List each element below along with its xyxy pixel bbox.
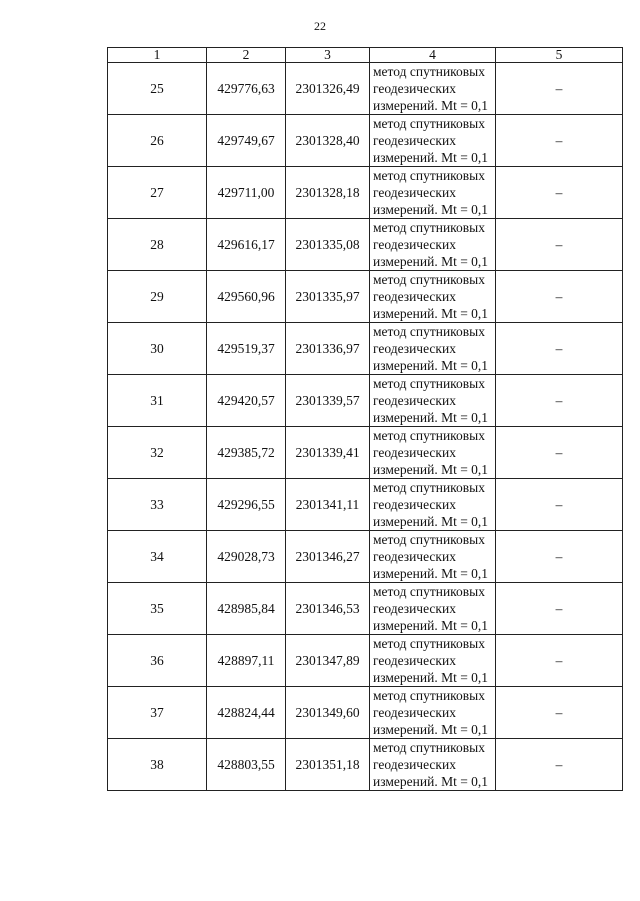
description-cell: – [496, 115, 623, 167]
x-coordinate-cell: 429296,55 [207, 479, 286, 531]
method-line: геодезических [373, 497, 456, 512]
method-line: геодезических [373, 601, 456, 616]
y-coordinate-cell: 2301335,97 [286, 271, 370, 323]
x-coordinate-cell: 428824,44 [207, 687, 286, 739]
x-coordinate-cell: 429028,73 [207, 531, 286, 583]
method-line: измерений. Mt = 0,1 [373, 774, 489, 789]
method-line: измерений. Mt = 0,1 [373, 618, 489, 633]
method-line: геодезических [373, 341, 456, 356]
method-line: измерений. Mt = 0,1 [373, 410, 489, 425]
y-coordinate-cell: 2301328,40 [286, 115, 370, 167]
table-row [108, 323, 623, 375]
method-line: геодезических [373, 393, 456, 408]
method-line: геодезических [373, 653, 456, 668]
point-number-cell: 30 [108, 323, 207, 375]
x-coordinate-cell: 429749,67 [207, 115, 286, 167]
method-line: метод спутниковых [373, 636, 485, 651]
table-header [108, 48, 623, 63]
method-cell [370, 687, 496, 739]
y-coordinate-cell: 2301328,18 [286, 167, 370, 219]
table-row [108, 167, 623, 219]
method-line: геодезических [373, 185, 456, 200]
method-line: метод спутниковых [373, 116, 485, 131]
point-number-cell: 35 [108, 583, 207, 635]
y-coordinate-cell: 2301341,11 [286, 479, 370, 531]
point-number-cell: 28 [108, 219, 207, 271]
point-number-cell: 32 [108, 427, 207, 479]
point-number-cell: 33 [108, 479, 207, 531]
method-line: метод спутниковых [373, 428, 485, 443]
method-line: измерений. Mt = 0,1 [373, 462, 489, 477]
description-cell: – [496, 635, 623, 687]
header-col-3: 3 [286, 48, 370, 63]
description-cell: – [496, 219, 623, 271]
header-row [108, 48, 623, 63]
method-cell [370, 219, 496, 271]
method-line: измерений. Mt = 0,1 [373, 358, 489, 373]
method-line: метод спутниковых [373, 688, 485, 703]
method-line: измерений. Mt = 0,1 [373, 98, 489, 113]
table-row [108, 635, 623, 687]
method-line: метод спутниковых [373, 584, 485, 599]
description-cell: – [496, 531, 623, 583]
method-cell [370, 427, 496, 479]
method-line: измерений. Mt = 0,1 [373, 150, 489, 165]
table-row [108, 479, 623, 531]
method-cell [370, 531, 496, 583]
header-col-4: 4 [370, 48, 496, 63]
method-cell [370, 167, 496, 219]
description-cell: – [496, 375, 623, 427]
method-line: измерений. Mt = 0,1 [373, 514, 489, 529]
y-coordinate-cell: 2301346,53 [286, 583, 370, 635]
method-line: метод спутниковых [373, 532, 485, 547]
table-row [108, 115, 623, 167]
table-row [108, 271, 623, 323]
method-cell [370, 63, 496, 115]
y-coordinate-cell: 2301346,27 [286, 531, 370, 583]
method-line: метод спутниковых [373, 272, 485, 287]
y-coordinate-cell: 2301335,08 [286, 219, 370, 271]
method-line: геодезических [373, 705, 456, 720]
method-cell [370, 635, 496, 687]
description-cell: – [496, 479, 623, 531]
method-line: метод спутниковых [373, 168, 485, 183]
y-coordinate-cell: 2301351,18 [286, 739, 370, 791]
table-body [108, 63, 623, 791]
coordinates-table [107, 47, 623, 791]
method-line: геодезических [373, 289, 456, 304]
description-cell: – [496, 323, 623, 375]
description-cell: – [496, 167, 623, 219]
method-line: метод спутниковых [373, 220, 485, 235]
x-coordinate-cell: 429420,57 [207, 375, 286, 427]
method-line: метод спутниковых [373, 480, 485, 495]
description-cell: – [496, 271, 623, 323]
x-coordinate-cell: 428985,84 [207, 583, 286, 635]
y-coordinate-cell: 2301326,49 [286, 63, 370, 115]
method-line: геодезических [373, 81, 456, 96]
x-coordinate-cell: 429776,63 [207, 63, 286, 115]
y-coordinate-cell: 2301349,60 [286, 687, 370, 739]
description-cell: – [496, 63, 623, 115]
point-number-cell: 37 [108, 687, 207, 739]
description-cell: – [496, 427, 623, 479]
table-row [108, 63, 623, 115]
x-coordinate-cell: 429519,37 [207, 323, 286, 375]
method-line: геодезических [373, 133, 456, 148]
x-coordinate-cell: 429711,00 [207, 167, 286, 219]
description-cell: – [496, 739, 623, 791]
method-cell [370, 271, 496, 323]
method-line: измерений. Mt = 0,1 [373, 254, 489, 269]
y-coordinate-cell: 2301347,89 [286, 635, 370, 687]
point-number-cell: 29 [108, 271, 207, 323]
method-cell [370, 739, 496, 791]
method-line: измерений. Mt = 0,1 [373, 202, 489, 217]
table-row [108, 583, 623, 635]
method-cell [370, 583, 496, 635]
y-coordinate-cell: 2301339,41 [286, 427, 370, 479]
x-coordinate-cell: 428803,55 [207, 739, 286, 791]
method-cell [370, 375, 496, 427]
description-cell: – [496, 583, 623, 635]
point-number-cell: 31 [108, 375, 207, 427]
method-cell [370, 115, 496, 167]
method-cell [370, 479, 496, 531]
method-line: геодезических [373, 445, 456, 460]
table-row [108, 427, 623, 479]
method-cell [370, 323, 496, 375]
method-line: измерений. Mt = 0,1 [373, 722, 489, 737]
method-line: геодезических [373, 757, 456, 772]
table-row [108, 739, 623, 791]
method-line: метод спутниковых [373, 64, 485, 79]
point-number-cell: 27 [108, 167, 207, 219]
method-line: метод спутниковых [373, 376, 485, 391]
point-number-cell: 25 [108, 63, 207, 115]
y-coordinate-cell: 2301339,57 [286, 375, 370, 427]
method-line: метод спутниковых [373, 324, 485, 339]
header-col-5: 5 [496, 48, 623, 63]
method-line: геодезических [373, 237, 456, 252]
point-number-cell: 36 [108, 635, 207, 687]
page-number: 22 [314, 19, 326, 33]
point-number-cell: 34 [108, 531, 207, 583]
table-row [108, 531, 623, 583]
description-cell: – [496, 687, 623, 739]
method-line: метод спутниковых [373, 740, 485, 755]
x-coordinate-cell: 428897,11 [207, 635, 286, 687]
x-coordinate-cell: 429385,72 [207, 427, 286, 479]
x-coordinate-cell: 429560,96 [207, 271, 286, 323]
method-line: измерений. Mt = 0,1 [373, 670, 489, 685]
table-row [108, 687, 623, 739]
point-number-cell: 38 [108, 739, 207, 791]
method-line: геодезических [373, 549, 456, 564]
header-col-2: 2 [207, 48, 286, 63]
method-line: измерений. Mt = 0,1 [373, 566, 489, 581]
point-number-cell: 26 [108, 115, 207, 167]
table-row [108, 219, 623, 271]
method-line: измерений. Mt = 0,1 [373, 306, 489, 321]
x-coordinate-cell: 429616,17 [207, 219, 286, 271]
header-col-1: 1 [108, 48, 207, 63]
y-coordinate-cell: 2301336,97 [286, 323, 370, 375]
table-row [108, 375, 623, 427]
